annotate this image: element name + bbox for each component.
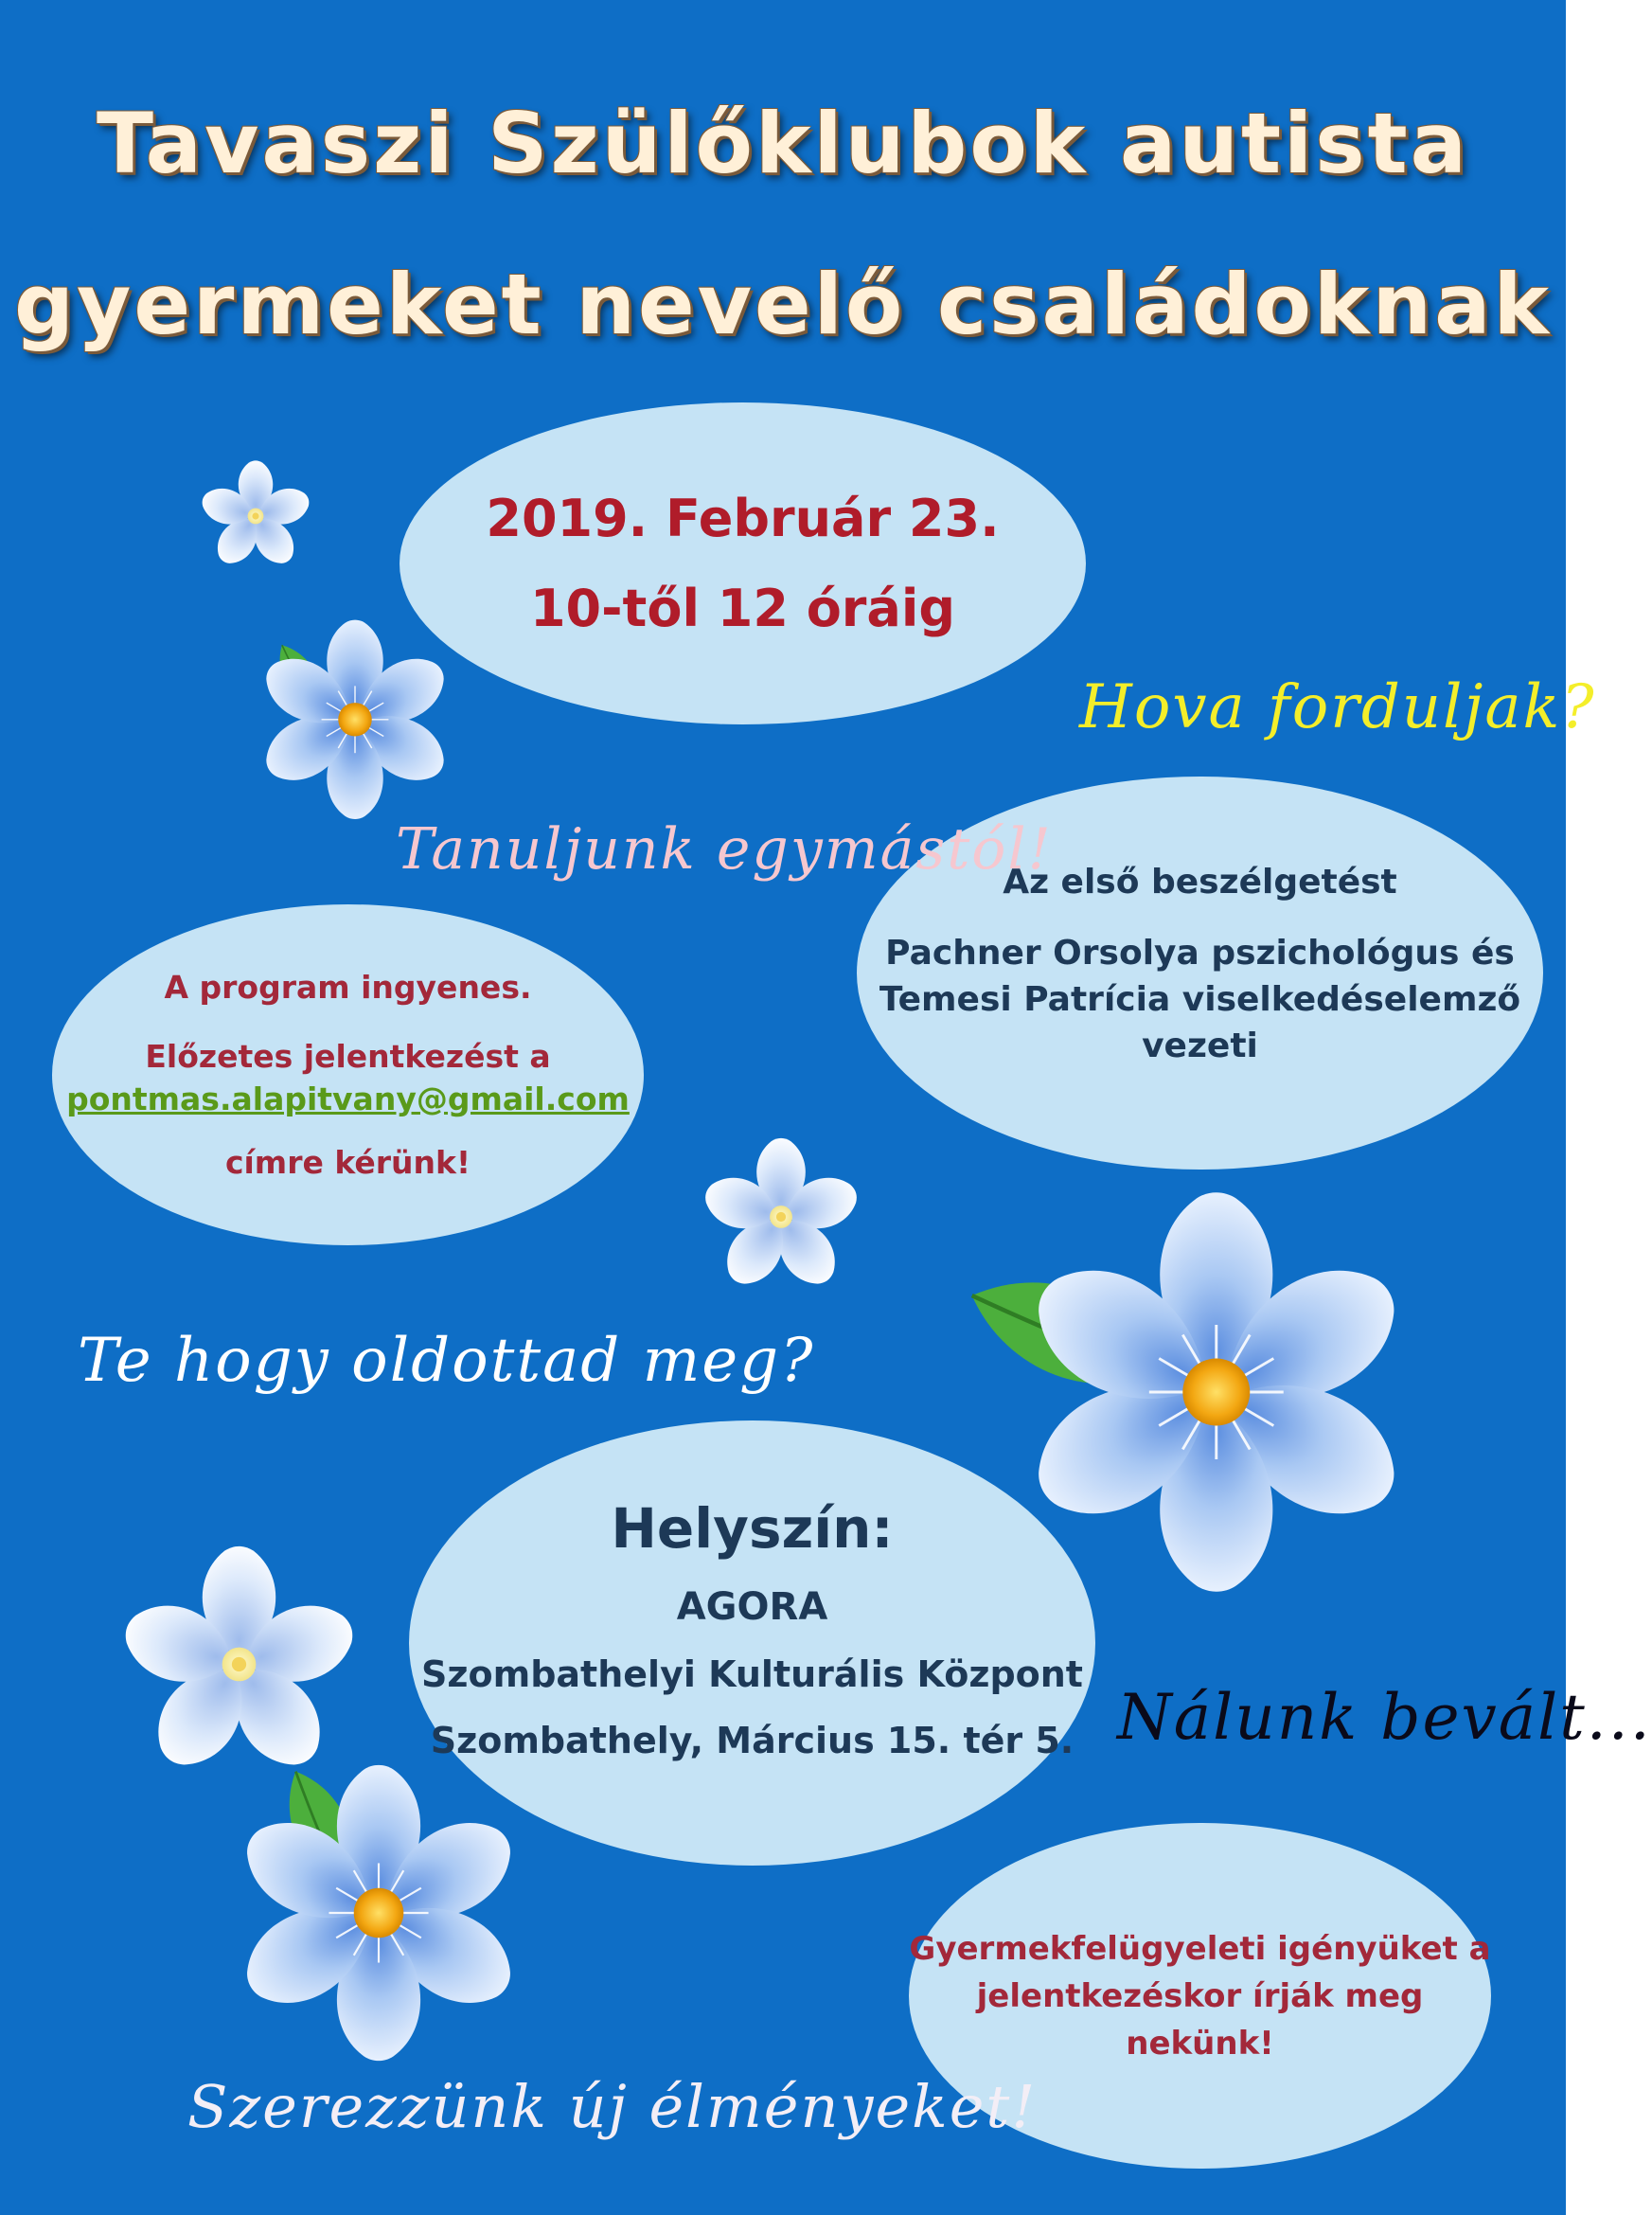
tagline-hova: Hova forduljak?: [1079, 672, 1596, 742]
childcare-line-1: Gyermekfelügyeleti igényüket a: [909, 1929, 1491, 1968]
flower-icon: [199, 459, 312, 573]
flower-icon: [208, 1752, 549, 2074]
program-bubble: [52, 904, 644, 1245]
tagline-tanuljunk: Tanuljunk egymástól!: [396, 816, 1053, 883]
title-line-2: gyermeket nevelő családoknak: [14, 256, 1552, 353]
email-link[interactable]: pontmas.alapitvany@gmail.com: [66, 1081, 630, 1117]
flower-icon: [246, 606, 464, 843]
tagline-te-hogy: Te hogy oldottad meg?: [78, 1326, 815, 1396]
flower-icon: [701, 1136, 862, 1297]
program-free: A program ingyenes.: [164, 969, 532, 1006]
program-request: címre kérünk!: [224, 1144, 471, 1181]
title-line-1: Tavaszi Szülőklubok autista: [96, 95, 1470, 192]
event-time: 10-től 12 óráig: [529, 579, 956, 638]
program-registration: Előzetes jelentkezést a: [145, 1038, 551, 1075]
leaders-name-1: Pachner Orsolya pszichológus és: [885, 933, 1515, 973]
flower-icon: [118, 1544, 360, 1785]
venue-name: AGORA: [676, 1585, 828, 1629]
venue-heading: Helyszín:: [611, 1496, 894, 1561]
childcare-line-2: jelentkezéskor írják meg: [976, 1976, 1424, 2015]
tagline-szerezzunk: Szerezzünk új élményeket!: [187, 2072, 1038, 2141]
leaders-verb: vezeti: [1142, 1026, 1258, 1065]
venue-address: Szombathely, Március 15. tér 5.: [430, 1720, 1075, 1761]
childcare-line-3: nekünk!: [1126, 2024, 1274, 2063]
tagline-nalunk: Nálunk bevált...: [1117, 1681, 1652, 1754]
leaders-name-2: Temesi Patrícia viselkedéselemző: [879, 979, 1521, 1019]
event-date: 2019. Február 23.: [486, 489, 1000, 548]
date-bubble: [400, 402, 1086, 724]
venue-institution: Szombathelyi Kulturális Központ: [421, 1653, 1083, 1695]
venue-bubble: [409, 1420, 1095, 1866]
leaders-intro: Az első beszélgetést: [1003, 862, 1397, 902]
